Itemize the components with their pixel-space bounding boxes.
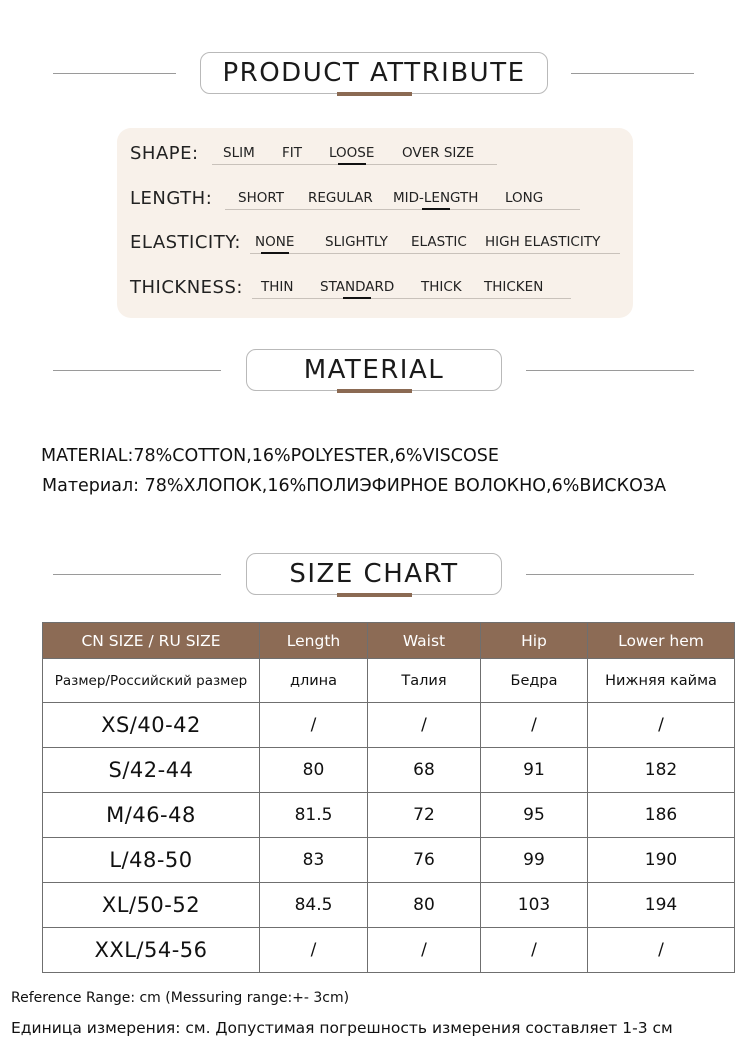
measurement-cell: 103 — [481, 883, 588, 928]
attribute-option: THICKEN — [484, 279, 544, 295]
title-accent-bar — [337, 92, 412, 96]
attribute-option: LONG — [505, 190, 544, 206]
table-subheader-row — [43, 659, 735, 703]
selected-marker — [343, 297, 371, 299]
section-title-material: MATERIAL — [246, 349, 502, 391]
table-header-cell: Lower hem — [588, 623, 735, 659]
measurement-cell: 81.5 — [260, 793, 368, 838]
measurement-cell: 186 — [588, 793, 735, 838]
attribute-underline — [252, 298, 571, 299]
title-accent-bar — [337, 389, 412, 393]
attribute-option: THICK — [421, 279, 462, 295]
measurement-cell: 68 — [368, 748, 481, 793]
size-label-cell: S/42-44 — [43, 748, 260, 793]
attribute-option: SLIM — [223, 145, 255, 161]
attribute-option-selected: MID-LENGTH — [393, 190, 479, 206]
selected-marker — [261, 252, 289, 254]
measurement-cell: 80 — [368, 883, 481, 928]
size-chart-table — [42, 622, 735, 973]
title-accent-bar — [337, 593, 412, 597]
table-subheader-cell: Нижняя кайма — [588, 659, 735, 703]
measurement-cell: 190 — [588, 838, 735, 883]
table-header-cell: Hip — [481, 623, 588, 659]
measurement-cell: / — [368, 928, 481, 973]
measurement-cell: 76 — [368, 838, 481, 883]
measurement-cell: 194 — [588, 883, 735, 928]
table-subheader-cell: длина — [260, 659, 368, 703]
table-subheader-cell: Размер/Российский размер — [43, 659, 260, 703]
table-header-cell: Waist — [368, 623, 481, 659]
attribute-option: ELASTIC — [411, 234, 467, 250]
attribute-option: SHORT — [238, 190, 284, 206]
measurement-cell: / — [588, 928, 735, 973]
table-header-cell: Length — [260, 623, 368, 659]
table-row — [43, 793, 735, 838]
divider-line — [53, 370, 221, 371]
divider-line — [526, 370, 694, 371]
attribute-option-selected: NONE — [255, 234, 295, 250]
attribute-option: OVER SIZE — [402, 145, 475, 161]
divider-line — [53, 73, 176, 74]
table-row — [43, 883, 735, 928]
table-subheader-cell: Бедра — [481, 659, 588, 703]
measurement-cell: / — [481, 928, 588, 973]
attribute-option: SLIGHTLY — [325, 234, 388, 250]
table-header-cell: CN SIZE / RU SIZE — [43, 623, 260, 659]
attribute-option-selected: STANDARD — [320, 279, 395, 295]
attribute-option: HIGH ELASTICITY — [485, 234, 601, 250]
measurement-cell: 83 — [260, 838, 368, 883]
footer-measurement-note: Единица измерения: см. Допустимая погрешность измерения составляет 1-3 см — [11, 1019, 673, 1037]
divider-line — [526, 574, 694, 575]
measurement-cell: 72 — [368, 793, 481, 838]
measurement-cell: 95 — [481, 793, 588, 838]
size-label-cell: XS/40-42 — [43, 703, 260, 748]
size-label-cell: XXL/54-56 — [43, 928, 260, 973]
measurement-cell: / — [588, 703, 735, 748]
measurement-cell: 182 — [588, 748, 735, 793]
measurement-cell: / — [260, 703, 368, 748]
attribute-option: THIN — [261, 279, 294, 295]
table-row — [43, 838, 735, 883]
measurement-cell: 99 — [481, 838, 588, 883]
attribute-option: REGULAR — [308, 190, 373, 206]
material-english: MATERIAL:78%COTTON,16%POLYESTER,6%VISCOSE — [41, 446, 499, 466]
size-label-cell: M/46-48 — [43, 793, 260, 838]
divider-line — [53, 574, 221, 575]
attribute-option: FIT — [282, 145, 302, 161]
attribute-label: SHAPE: — [130, 143, 199, 164]
measurement-cell: / — [481, 703, 588, 748]
attribute-label: ELASTICITY: — [130, 232, 241, 253]
attribute-underline — [225, 209, 580, 210]
section-title-attribute: PRODUCT ATTRIBUTE — [200, 52, 548, 94]
table-subheader-cell: Талия — [368, 659, 481, 703]
section-title-size-chart: SIZE CHART — [246, 553, 502, 595]
size-label-cell: L/48-50 — [43, 838, 260, 883]
measurement-cell: 91 — [481, 748, 588, 793]
selected-marker — [422, 208, 450, 210]
footer-reference-range: Reference Range: cm (Messuring range:+- 3cm) — [11, 990, 350, 1006]
size-label-cell: XL/50-52 — [43, 883, 260, 928]
table-row — [43, 748, 735, 793]
attribute-label: LENGTH: — [130, 188, 213, 209]
measurement-cell: / — [260, 928, 368, 973]
attribute-option-selected: LOOSE — [329, 145, 375, 161]
table-row — [43, 928, 735, 973]
measurement-cell: 80 — [260, 748, 368, 793]
attribute-underline — [250, 253, 620, 254]
measurement-cell: 84.5 — [260, 883, 368, 928]
table-row — [43, 703, 735, 748]
selected-marker — [338, 163, 366, 165]
measurement-cell: / — [368, 703, 481, 748]
material-russian: Материал: 78%ХЛОПОК,16%ПОЛИЭФИРНОЕ ВОЛОКНО,6%ВИСКОЗА — [42, 476, 667, 496]
divider-line — [571, 73, 694, 74]
attribute-label: THICKNESS: — [130, 277, 243, 298]
